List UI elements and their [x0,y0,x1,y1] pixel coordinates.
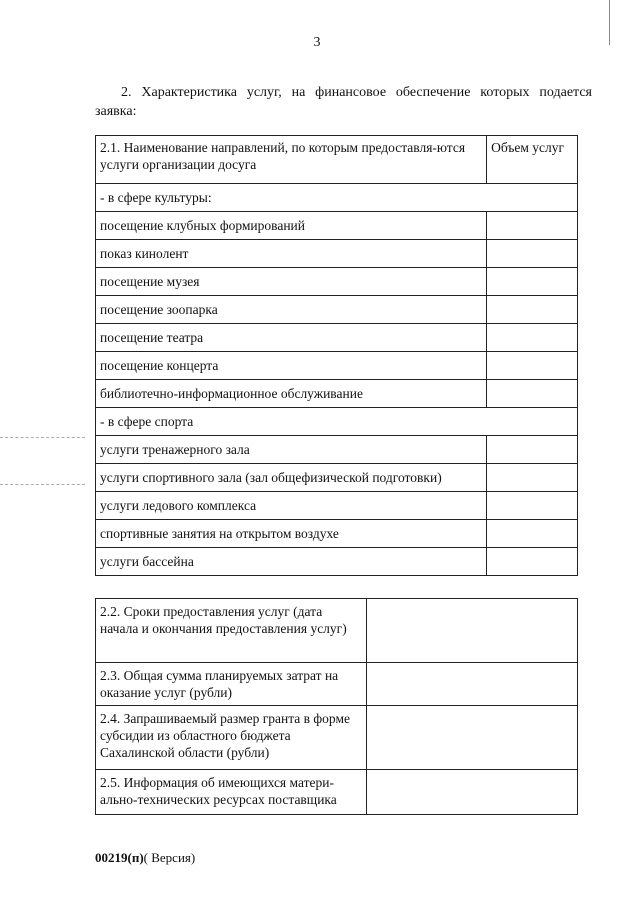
table-row [96,296,578,324]
table-section-row [96,184,578,212]
service-volume-cell[interactable] [487,352,578,380]
table-row [96,380,578,408]
info-value-cell[interactable] [366,770,577,815]
service-name: показ кинолент [96,240,487,268]
section-intro [95,83,592,121]
table-section-row [96,408,578,436]
service-volume-cell[interactable] [487,324,578,352]
document-code: 00219(п) [95,850,144,865]
service-volume-cell[interactable] [487,380,578,408]
info-label: 2.3. Общая сумма планируемых затрат на оказание услуг (рубли) [96,663,367,706]
info-row [96,599,578,663]
info-label: 2.5. Информация об имеющихся матери-ально-технических ресурсах поставщика [96,770,367,815]
service-name: спортивные занятия на открытом воздухе [96,520,487,548]
table-row [96,352,578,380]
service-volume-cell[interactable] [487,296,578,324]
service-volume-cell[interactable] [487,268,578,296]
service-volume-cell[interactable] [487,212,578,240]
services-table [95,135,578,576]
page-number: 3 [313,35,321,50]
service-volume-cell[interactable] [487,492,578,520]
service-name: посещение зоопарка [96,296,487,324]
service-volume-cell[interactable] [487,240,578,268]
table-row [96,240,578,268]
table-row [96,520,578,548]
table-row [96,464,578,492]
info-row [96,663,578,706]
service-name: услуги ледового комплекса [96,492,487,520]
service-volume-cell[interactable] [487,548,578,576]
document-footer [95,850,195,866]
section-label: - в сфере спорта [96,408,578,436]
service-name: посещение концерта [96,352,487,380]
header-volume: Объем услуг [487,136,578,184]
service-name: посещение театра [96,324,487,352]
service-name: посещение музея [96,268,487,296]
table-row [96,212,578,240]
table-row [96,324,578,352]
service-name: библиотечно-информационное обслуживание [96,380,487,408]
table-row [96,548,578,576]
service-name: посещение клубных формирований [96,212,487,240]
service-name: услуги тренажерного зала [96,436,487,464]
info-row [96,770,578,815]
table-row [96,492,578,520]
table-row [96,436,578,464]
service-volume-cell[interactable] [487,464,578,492]
scan-artifact [0,484,85,485]
info-row [96,706,578,770]
header-services-name: 2.1. Наименование направлений, по которым предоставля-ются услуги организации досуга [96,136,487,184]
section-label: - в сфере культуры: [96,184,578,212]
service-volume-cell[interactable] [487,520,578,548]
info-value-cell[interactable] [366,706,577,770]
table-row [96,268,578,296]
table-header-row [96,136,578,184]
info-value-cell[interactable] [366,599,577,663]
service-volume-cell[interactable] [487,436,578,464]
info-table [95,598,578,815]
info-label: 2.4. Запрашиваемый размер гранта в форме субсидии из областного бюджета Сахалинской области (рубли) [96,706,367,770]
service-name: услуги спортивного зала (зал общефизической подготовки) [96,464,487,492]
service-name: услуги бассейна [96,548,487,576]
document-version: ( Версия) [143,850,196,865]
info-label: 2.2. Сроки предоставления услуг (дата начала и окончания предоставления услуг) [96,599,367,663]
info-value-cell[interactable] [366,663,577,706]
scan-artifact [0,437,85,438]
intro-text: 2. Характеристика услуг, на финансовое обеспечение которых подается заявка: [95,85,592,119]
